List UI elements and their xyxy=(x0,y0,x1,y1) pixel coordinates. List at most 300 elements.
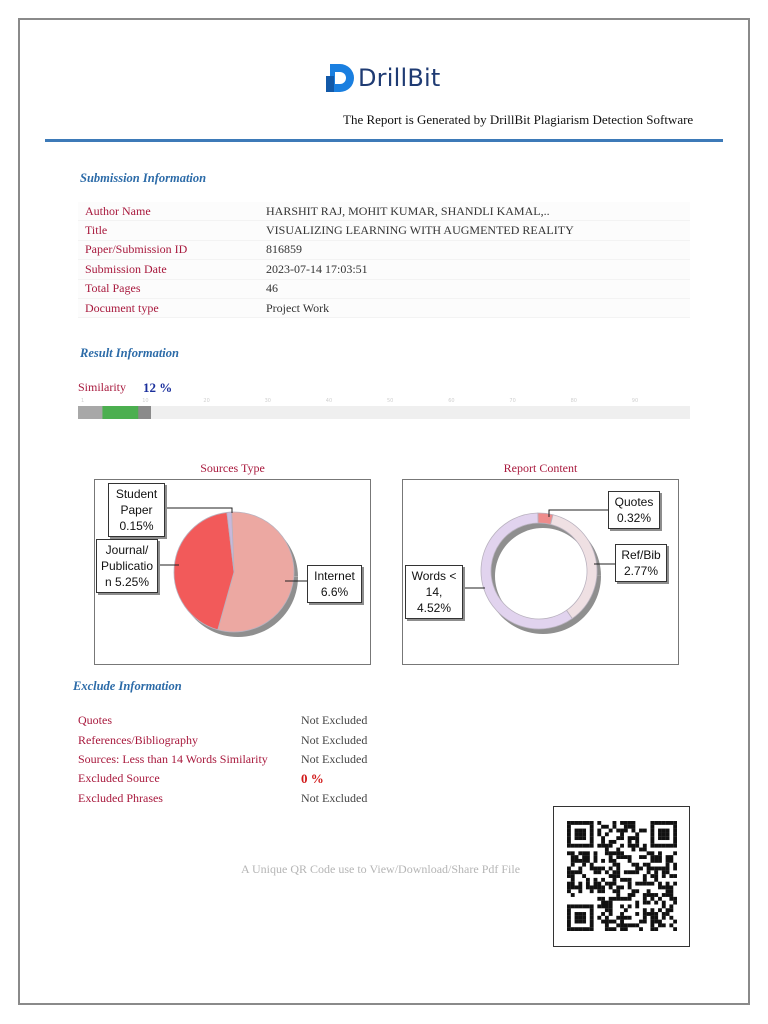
qr-module xyxy=(639,920,643,924)
qr-module xyxy=(582,916,586,920)
qr-module xyxy=(662,867,666,871)
qr-module xyxy=(628,904,632,908)
qr-module xyxy=(605,870,609,874)
qr-module xyxy=(658,855,662,859)
qr-module xyxy=(620,844,624,848)
qr-module xyxy=(601,901,605,905)
qr-module xyxy=(601,867,605,871)
qr-module xyxy=(669,923,673,927)
qr-module xyxy=(571,855,575,859)
qr-module xyxy=(586,859,590,863)
qr-module xyxy=(575,916,579,920)
qr-module xyxy=(601,912,605,916)
info-row-doc-type xyxy=(78,299,690,318)
drillbit-logo xyxy=(326,62,441,94)
qr-module xyxy=(609,851,613,855)
qr-module xyxy=(582,874,586,878)
qr-module xyxy=(571,904,575,908)
qr-module xyxy=(631,893,635,897)
qr-module xyxy=(578,836,582,840)
qr-module xyxy=(658,920,662,924)
qr-module xyxy=(635,904,639,908)
qr-module xyxy=(635,844,639,848)
qr-module xyxy=(578,821,582,825)
qr-module xyxy=(613,863,617,867)
qr-module xyxy=(586,821,590,825)
ref-bib-callout xyxy=(615,544,667,582)
qr-module xyxy=(654,901,658,905)
qr-module xyxy=(624,870,628,874)
qr-module xyxy=(669,874,673,878)
qr-module xyxy=(601,878,605,882)
exclude-label: Excluded Source xyxy=(78,771,160,785)
qr-module xyxy=(616,867,620,871)
qr-module xyxy=(673,882,677,886)
callout-line: Student xyxy=(115,487,158,501)
qr-module xyxy=(620,832,624,836)
info-label: Title xyxy=(85,223,108,238)
scale-tick-label: 20 xyxy=(203,398,210,404)
qr-module xyxy=(662,893,666,897)
qr-module xyxy=(609,885,613,889)
qr-module xyxy=(658,923,662,927)
header-divider xyxy=(45,139,723,142)
info-label: Document type xyxy=(85,300,159,315)
qr-module xyxy=(650,840,654,844)
qr-module xyxy=(650,851,654,855)
qr-module xyxy=(673,897,677,901)
qr-module xyxy=(635,923,639,927)
callout-line: 0.32% xyxy=(616,511,652,525)
callout-line: Words < xyxy=(411,569,457,583)
qr-module xyxy=(609,904,613,908)
qr-module xyxy=(578,927,582,931)
info-label: Submission Date xyxy=(85,261,167,276)
qr-module xyxy=(567,927,571,931)
qr-module xyxy=(613,878,617,882)
qr-module xyxy=(590,920,594,924)
qr-module xyxy=(578,885,582,889)
qr-module xyxy=(658,829,662,833)
qr-module xyxy=(669,916,673,920)
scale-tick-label: 1 xyxy=(81,398,85,404)
qr-module xyxy=(594,870,598,874)
qr-module xyxy=(662,836,666,840)
qr-module xyxy=(666,863,670,867)
words-callout xyxy=(405,565,463,619)
qr-module xyxy=(654,927,658,931)
qr-module xyxy=(620,912,624,916)
callout-line: n 5.25% xyxy=(104,575,150,589)
qr-module xyxy=(628,885,632,889)
qr-module xyxy=(594,859,598,863)
qr-module xyxy=(582,855,586,859)
qr-module xyxy=(620,897,624,901)
qr-module xyxy=(613,851,617,855)
qr-module xyxy=(575,870,579,874)
qr-module xyxy=(567,920,571,924)
qr-module xyxy=(586,878,590,882)
qr-module xyxy=(582,851,586,855)
qr-module xyxy=(609,927,613,931)
qr-module xyxy=(643,874,647,878)
similarity-bar-fill xyxy=(78,406,151,419)
qr-module xyxy=(666,844,670,848)
qr-module xyxy=(647,867,651,871)
qr-module xyxy=(650,897,654,901)
qr-module xyxy=(639,829,643,833)
qr-module xyxy=(620,885,624,889)
qr-module xyxy=(567,825,571,829)
qr-module xyxy=(616,851,620,855)
qr-module xyxy=(567,874,571,878)
callout-line: 0.15% xyxy=(119,519,154,533)
qr-module xyxy=(669,844,673,848)
submission-section-title: Submission Information xyxy=(80,171,207,185)
qr-module xyxy=(628,840,632,844)
qr-module xyxy=(586,855,590,859)
qr-module xyxy=(635,832,639,836)
submission-table xyxy=(78,202,690,318)
sources-chart-title: Sources Type xyxy=(200,461,265,475)
qr-module xyxy=(673,867,677,871)
qr-module xyxy=(643,893,647,897)
report-tagline: The Report is Generated by DrillBit Plagiarism Detection Software xyxy=(343,112,694,127)
qr-module xyxy=(605,923,609,927)
qr-module xyxy=(673,920,677,924)
scale-tick-label: 30 xyxy=(264,398,271,404)
qr-module xyxy=(666,893,670,897)
qr-module xyxy=(654,878,658,882)
qr-module xyxy=(635,901,639,905)
scale-tick-label: 90 xyxy=(631,398,639,404)
qr-module xyxy=(643,897,647,901)
qr-module xyxy=(590,927,594,931)
qr-module xyxy=(650,844,654,848)
qr-module xyxy=(650,832,654,836)
scale-tick-label: 50 xyxy=(387,398,394,404)
qr-module xyxy=(647,851,651,855)
qr-module xyxy=(624,916,628,920)
qr-module xyxy=(605,882,609,886)
qr-module xyxy=(673,874,677,878)
qr-module xyxy=(647,901,651,905)
info-value: HARSHIT RAJ, MOHIT KUMAR, SHANDLI KAMAL,.. xyxy=(266,203,550,218)
qr-module xyxy=(639,867,643,871)
qr-module xyxy=(586,927,590,931)
qr-module xyxy=(609,840,613,844)
qr-module xyxy=(643,920,647,924)
exclude-section-title: Exclude Information xyxy=(73,679,182,693)
qr-module xyxy=(578,844,582,848)
qr-module xyxy=(575,821,579,825)
qr-module xyxy=(590,908,594,912)
qr-module xyxy=(571,821,575,825)
qr-module xyxy=(594,867,598,871)
qr-module xyxy=(654,855,658,859)
qr-module xyxy=(620,836,624,840)
qr-module xyxy=(635,840,639,844)
qr-module xyxy=(575,836,579,840)
similarity-bar xyxy=(78,406,690,419)
qr-module xyxy=(654,916,658,920)
qr-module xyxy=(582,904,586,908)
qr-module xyxy=(597,870,601,874)
qr-module xyxy=(601,836,605,840)
qr-module xyxy=(643,848,647,852)
qr-module xyxy=(658,885,662,889)
qr-module xyxy=(590,863,594,867)
qr-module xyxy=(616,863,620,867)
qr-module xyxy=(662,923,666,927)
qr-module xyxy=(616,923,620,927)
qr-module xyxy=(647,863,651,867)
qr-module xyxy=(620,920,624,924)
qr-module xyxy=(605,916,609,920)
qr-module xyxy=(669,859,673,863)
qr-module xyxy=(650,867,654,871)
qr-module xyxy=(605,904,609,908)
qr-module xyxy=(578,912,582,916)
info-value: Project Work xyxy=(266,300,330,315)
qr-module xyxy=(578,920,582,924)
qr-module xyxy=(613,889,617,893)
qr-module xyxy=(575,885,579,889)
qr-module xyxy=(662,916,666,920)
qr-module xyxy=(567,844,571,848)
qr-module xyxy=(594,855,598,859)
qr-module xyxy=(567,923,571,927)
qr-module xyxy=(643,863,647,867)
qr-module xyxy=(658,908,662,912)
qr-module xyxy=(582,859,586,863)
qr-module xyxy=(578,870,582,874)
qr-module xyxy=(575,920,579,924)
qr-module xyxy=(628,821,632,825)
qr-module xyxy=(613,859,617,863)
qr-module xyxy=(571,893,575,897)
qr-module xyxy=(666,885,670,889)
qr-module xyxy=(628,836,632,840)
qr-module xyxy=(666,908,670,912)
qr-module xyxy=(628,859,632,863)
qr-module xyxy=(620,851,624,855)
qr-module xyxy=(650,825,654,829)
qr-module xyxy=(605,908,609,912)
qr-code-icon[interactable] xyxy=(567,821,677,931)
qr-module xyxy=(567,821,571,825)
qr-module xyxy=(650,923,654,927)
qr-module xyxy=(567,851,571,855)
qr-module xyxy=(582,912,586,916)
qr-module xyxy=(650,916,654,920)
qr-module xyxy=(624,923,628,927)
sources-type-chart xyxy=(94,479,371,665)
qr-module xyxy=(605,927,609,931)
qr-module xyxy=(578,832,582,836)
scale-tick-label: 80 xyxy=(570,398,577,404)
qr-module xyxy=(662,874,666,878)
qr-module xyxy=(673,832,677,836)
callout-line: 4.52% xyxy=(416,601,452,615)
brand-name: DrillBit xyxy=(358,64,441,92)
qr-module xyxy=(650,829,654,833)
qr-module xyxy=(590,885,594,889)
qr-module xyxy=(582,920,586,924)
qr-module xyxy=(601,889,605,893)
callout-text xyxy=(112,486,161,534)
qr-module xyxy=(571,885,575,889)
qr-module xyxy=(654,920,658,924)
qr-module xyxy=(597,882,601,886)
callout-text xyxy=(409,568,459,616)
qr-module xyxy=(662,829,666,833)
qr-module xyxy=(597,916,601,920)
callout-line: Quotes xyxy=(614,495,654,509)
info-row-date xyxy=(78,260,690,279)
qr-module xyxy=(601,885,605,889)
report-content-chart xyxy=(402,479,679,665)
qr-module xyxy=(578,859,582,863)
qr-module xyxy=(658,897,662,901)
qr-module xyxy=(575,904,579,908)
qr-module xyxy=(650,836,654,840)
qr-module xyxy=(673,851,677,855)
content-chart-title: Report Content xyxy=(503,461,578,475)
qr-module xyxy=(567,885,571,889)
qr-module xyxy=(578,851,582,855)
qr-module xyxy=(669,893,673,897)
qr-module xyxy=(658,832,662,836)
qr-module xyxy=(631,848,635,852)
qr-module xyxy=(613,825,617,829)
qr-module xyxy=(594,885,598,889)
qr-code-box[interactable] xyxy=(553,806,690,947)
qr-module xyxy=(662,821,666,825)
qr-module xyxy=(586,844,590,848)
qr-module xyxy=(590,832,594,836)
qr-module xyxy=(635,882,639,886)
qr-module xyxy=(662,912,666,916)
qr-module xyxy=(620,878,624,882)
qr-module xyxy=(643,901,647,905)
similarity-scale xyxy=(78,398,690,406)
qr-module xyxy=(567,904,571,908)
qr-module xyxy=(624,878,628,882)
qr-module xyxy=(601,897,605,901)
qr-module xyxy=(658,882,662,886)
qr-module xyxy=(628,825,632,829)
qr-module xyxy=(590,836,594,840)
qr-module xyxy=(582,832,586,836)
qr-module xyxy=(643,844,647,848)
qr-module xyxy=(620,855,624,859)
qr-module xyxy=(628,923,632,927)
qr-module xyxy=(582,836,586,840)
qr-module xyxy=(578,882,582,886)
qr-module xyxy=(582,863,586,867)
qr-module xyxy=(654,870,658,874)
qr-module xyxy=(673,840,677,844)
qr-module xyxy=(639,855,643,859)
exclude-label: Sources: Less than 14 Words Similarity xyxy=(78,752,268,766)
qr-module xyxy=(643,912,647,916)
qr-module xyxy=(567,840,571,844)
info-label: Author Name xyxy=(85,203,151,218)
leader-line xyxy=(167,508,232,513)
qr-module xyxy=(650,927,654,931)
qr-module xyxy=(605,851,609,855)
qr-module xyxy=(669,889,673,893)
qr-module xyxy=(643,829,647,833)
qr-module xyxy=(571,870,575,874)
qr-module xyxy=(658,836,662,840)
qr-module xyxy=(654,859,658,863)
qr-module xyxy=(620,923,624,927)
qr-module xyxy=(666,855,670,859)
qr-module xyxy=(639,848,643,852)
qr-module xyxy=(594,851,598,855)
scale-tick-label: 10 xyxy=(142,398,149,404)
qr-module xyxy=(571,844,575,848)
qr-module xyxy=(609,874,613,878)
qr-module xyxy=(620,904,624,908)
qr-module xyxy=(597,897,601,901)
qr-module xyxy=(616,893,620,897)
qr-module xyxy=(635,867,639,871)
qr-module xyxy=(613,882,617,886)
qr-module xyxy=(590,840,594,844)
callout-text xyxy=(619,547,663,579)
callout-text xyxy=(612,494,656,526)
qr-module xyxy=(628,897,632,901)
qr-module xyxy=(654,912,658,916)
qr-module xyxy=(624,829,628,833)
qr-module xyxy=(582,821,586,825)
qr-module xyxy=(628,844,632,848)
result-section-title: Result Information xyxy=(80,346,179,360)
qr-module xyxy=(594,882,598,886)
qr-module xyxy=(609,897,613,901)
qr-module xyxy=(594,878,598,882)
qr-module xyxy=(571,882,575,886)
qr-module xyxy=(624,825,628,829)
qr-module xyxy=(582,927,586,931)
qr-module xyxy=(597,829,601,833)
qr-module xyxy=(628,870,632,874)
qr-module xyxy=(624,908,628,912)
qr-module xyxy=(639,882,643,886)
info-row-title xyxy=(78,221,690,240)
exclude-value: Not Excluded xyxy=(301,713,368,727)
qr-module xyxy=(631,923,635,927)
qr-module xyxy=(628,882,632,886)
qr-module xyxy=(590,923,594,927)
qr-module xyxy=(616,836,620,840)
qr-module xyxy=(666,859,670,863)
qr-module xyxy=(609,901,613,905)
scale-tick-label: 40 xyxy=(325,398,333,404)
qr-module xyxy=(567,889,571,893)
qr-module xyxy=(597,844,601,848)
callout-line: Journal/ xyxy=(105,543,149,557)
qr-module xyxy=(567,882,571,886)
qr-module xyxy=(609,844,613,848)
qr-module xyxy=(571,878,575,882)
qr-module xyxy=(662,832,666,836)
qr-module xyxy=(590,844,594,848)
qr-module xyxy=(666,889,670,893)
